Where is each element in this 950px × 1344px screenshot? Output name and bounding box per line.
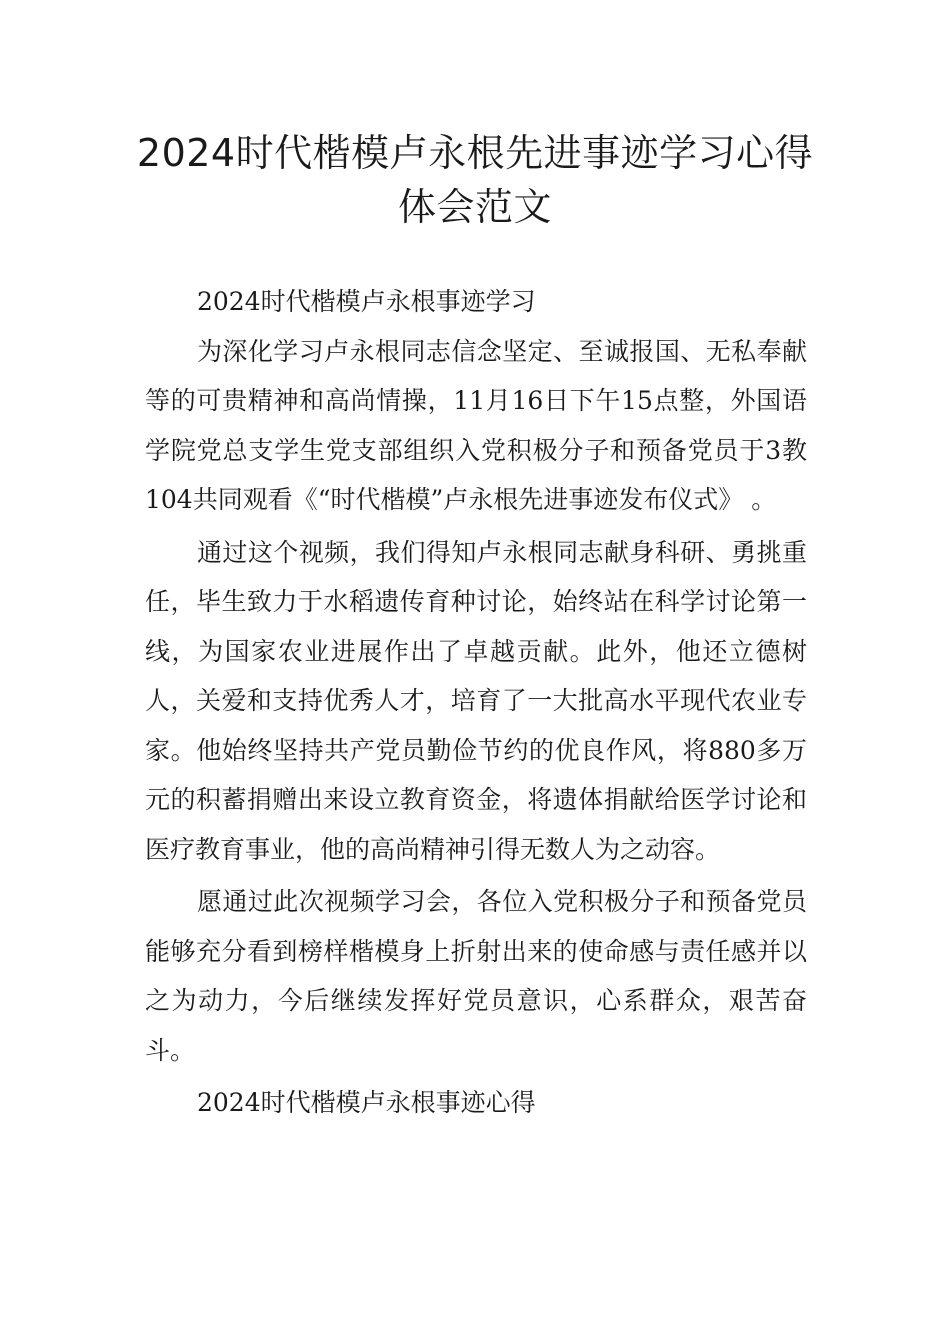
paragraph-video-summary: 通过这个视频，我们得知卢永根同志献身科研、勇挑重任，毕生致力于水稻遗传育种讨论，始终站在科学讨论第一线，为国家农业进展作出了卓越贡献。此外，他还立德树人，关爱和支持优秀人才，培育了一大批高水平现代农业专家。他始终坚持共产党员勤俭节约的优良作风，将880多万元的积蓄捐赠出来设立教育资金，将遗体捐献给医学讨论和医疗教育事业，他的高尚精神引得无数人为之动容。 xyxy=(145,537,807,864)
section-heading-reflection: 2024时代楷模卢永根事迹心得 xyxy=(197,1088,536,1117)
paragraph-event-intro: 为深化学习卢永根同志信念坚定、至诚报国、无私奉献等的可贵精神和高尚情操，11月16日下午15点整，外国语学院党总支学生党支部组织入党积极分子和预备党员于3教104共同观看《“时代楷模”卢永根先进事迹发布仪式》 。 xyxy=(145,336,807,514)
paragraph-closing-wish: 愿通过此次视频学习会，各位入党积极分子和预备党员能够充分看到榜样楷模身上折射出来的使命感与责任感并以之为动力，今后继续发挥好党员意识，心系群众，艰苦奋斗。 xyxy=(145,887,807,1065)
section-heading-study: 2024时代楷模卢永根事迹学习 xyxy=(197,287,536,316)
document-body xyxy=(145,277,807,1128)
document-title: 2024时代楷模卢永根先进事迹学习心得体会范文 xyxy=(136,131,814,229)
